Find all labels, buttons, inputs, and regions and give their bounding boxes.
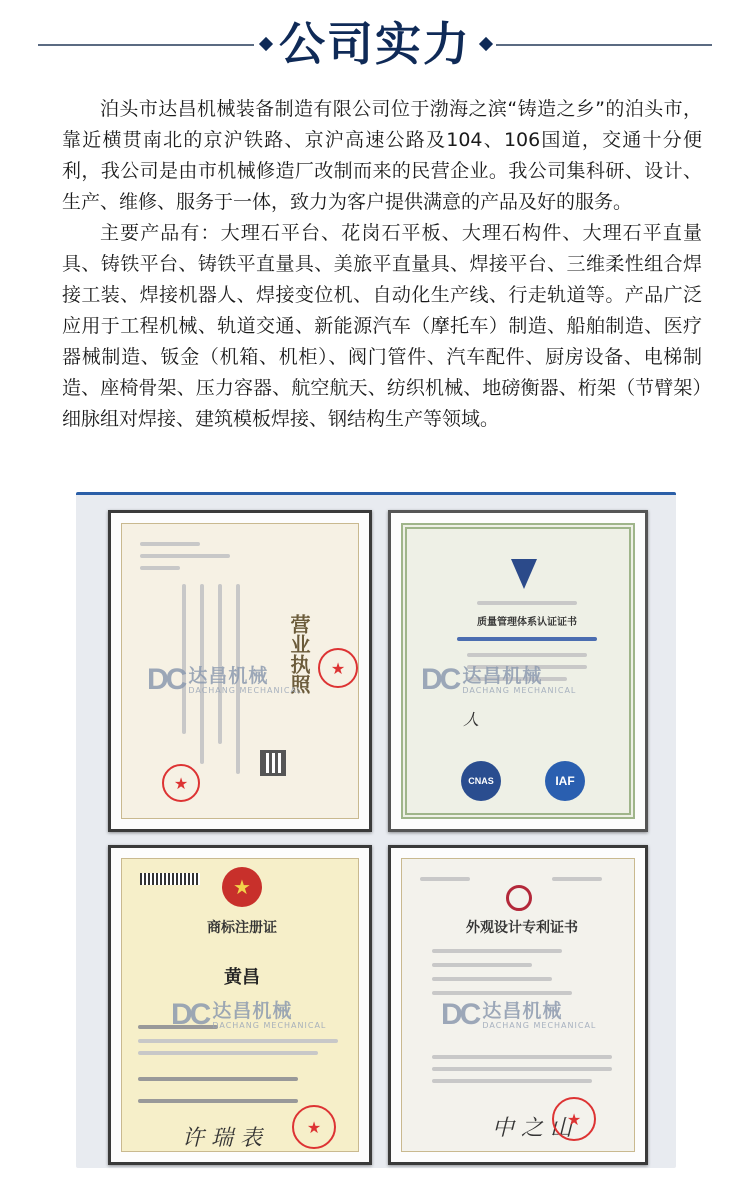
page-title: 公司实力 (279, 17, 471, 71)
title-diamond-left (259, 37, 273, 51)
signature: 中 之 山 (492, 1116, 572, 1141)
cnas-badge-icon: CNAS (461, 761, 501, 801)
certificate-title: 质量管理体系认证证书 (477, 617, 577, 628)
company-watermark (147, 663, 302, 697)
certificate-quality-system[interactable] (388, 510, 648, 832)
title-diamond-right (479, 37, 493, 51)
signature: 许 瑞 表 (182, 1126, 262, 1151)
watermark-cn: 达昌机械 (462, 664, 543, 687)
dc-logo-icon: DC (421, 663, 459, 696)
watermark-en: DACHANG MECHANICAL (212, 1020, 327, 1030)
red-seal-icon: ★ (552, 1097, 596, 1141)
certificate-trademark[interactable] (108, 845, 372, 1165)
certificate-design-patent[interactable] (388, 845, 648, 1165)
red-seal-icon: ★ (318, 648, 358, 688)
section-title-bar (0, 12, 750, 76)
certificate-business-license[interactable] (108, 510, 372, 832)
title-divider-right (496, 44, 712, 46)
iaf-badge-icon: IAF (545, 761, 585, 801)
certificate-title: 营业执照 (287, 614, 311, 694)
certificates-panel (76, 492, 676, 1168)
company-watermark (421, 663, 576, 697)
intro-paragraph-1: 泊头市达昌机械装备制造有限公司位于渤海之滨“铸造之乡”的泊头市，靠近横贯南北的京沪铁路、京沪高速公路及104、106国道，交通十分便利，我公司是由市机械修造厂改制而来的民营企业。我公司集科研、设计、生产、维修、服务于一体，致力为客户提供满意的产品及好的服务。 (62, 98, 702, 213)
signature: 人 (463, 710, 480, 729)
watermark-en: DACHANG MECHANICAL (462, 685, 577, 695)
watermark-cn: 达昌机械 (212, 999, 293, 1022)
certificate-title: 外观设计专利证书 (466, 920, 578, 936)
national-emblem-icon: ★ (222, 867, 262, 907)
qr-code-icon (260, 750, 286, 776)
dc-logo-icon: DC (171, 998, 209, 1031)
watermark-en: DACHANG MECHANICAL (482, 1020, 597, 1030)
certifier-logo-icon (511, 559, 537, 589)
watermark-cn: 达昌机械 (482, 999, 563, 1022)
watermark-en: DACHANG MECHANICAL (188, 685, 303, 695)
company-watermark (171, 998, 326, 1032)
title-divider-left (38, 44, 254, 46)
barcode-icon (140, 873, 200, 885)
certificate-title: 商标注册证 (207, 920, 277, 936)
watermark-cn: 达昌机械 (188, 664, 269, 687)
dc-logo-icon: DC (147, 663, 185, 696)
company-intro (62, 94, 702, 435)
dc-logo-icon: DC (441, 998, 479, 1031)
red-seal-icon: ★ (162, 764, 200, 802)
trademark-mark: 黄昌 (224, 967, 260, 988)
patent-office-logo-icon (506, 885, 532, 911)
company-watermark (441, 998, 596, 1032)
red-seal-icon: ★ (292, 1105, 336, 1149)
intro-paragraph-2: 主要产品有：大理石平台、花岗石平板、大理石构件、大理石平直量具、铸铁平台、铸铁平直量具、美旅平直量具、焊接平台、三维柔性组合焊接工装、焊接机器人、焊接变位机、自动化生产线、行走轨道等。产品广泛应用于工程机械、轨道交通、新能源汽车（摩托车）制造、船舶制造、医疗器械制造、钣金（机箱、机柜）、阀门管件、汽车配件、厨房设备、电梯制造、座椅骨架、压力容器、航空航天、纺织机械、地磅衡器、桁架（节臂架）细脉组对焊接、建筑模板焊接、钢结构生产等领域。 (62, 222, 702, 430)
